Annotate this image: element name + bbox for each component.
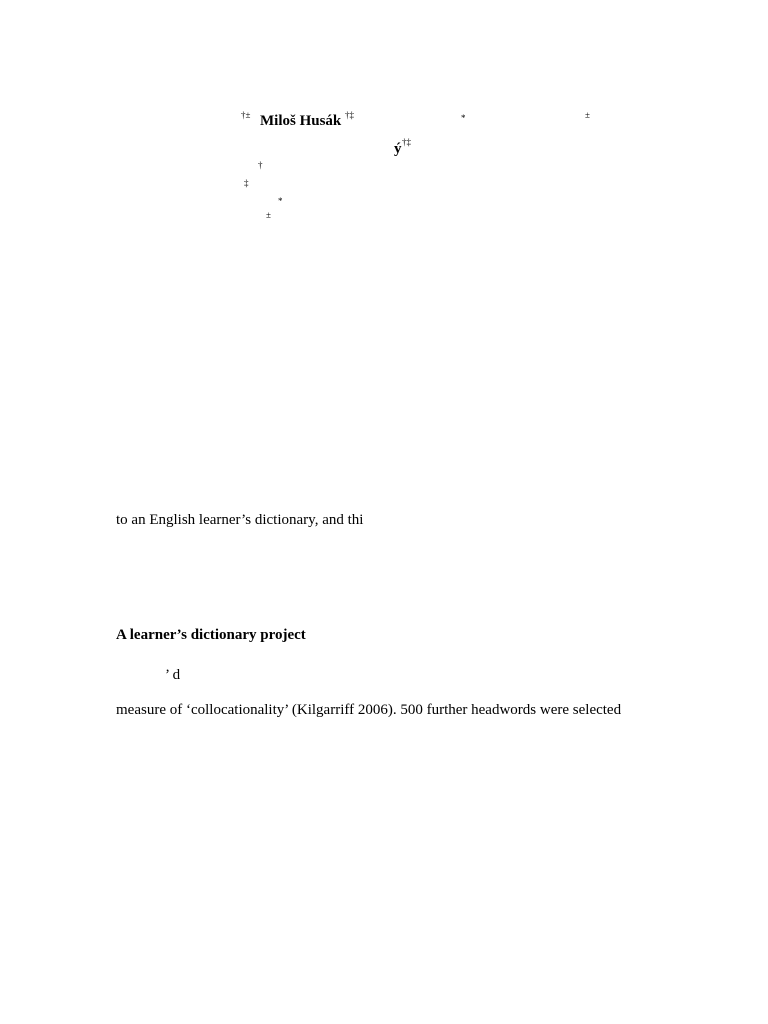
author-mark: ± [585, 110, 590, 120]
author-name: Miloš Husák [260, 113, 342, 129]
affiliation-mark: † [258, 160, 263, 170]
affiliation-mark: ‡ [244, 178, 249, 188]
affiliation-mark: ± [266, 210, 271, 220]
author-mark: †‡ [345, 110, 354, 120]
author-mark: * [461, 113, 466, 123]
body-line: measure of ‘collocationality’ (Kilgarriff 2006). 500 further headwords were selected [116, 702, 622, 718]
author-mark: †± [241, 110, 251, 120]
affiliation-mark: * [278, 196, 283, 206]
author-fragment: ý [394, 141, 402, 157]
author-mark: †‡ [402, 137, 411, 147]
section-heading: A learner’s dictionary project [116, 627, 306, 643]
body-fragment: ’ d [165, 667, 181, 683]
body-line: to an English learner’s dictionary, and thi [116, 512, 364, 528]
